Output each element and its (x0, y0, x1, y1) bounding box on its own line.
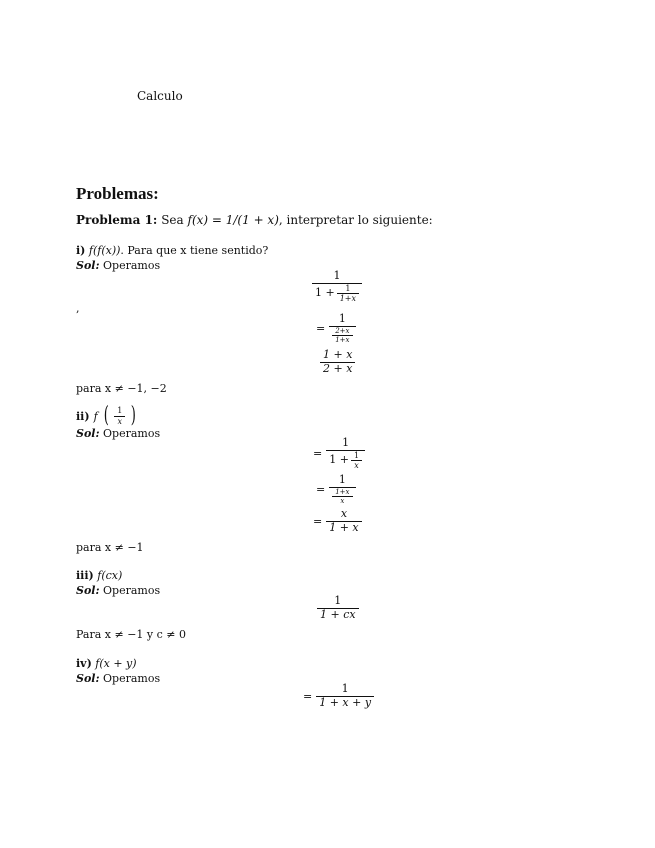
sol-label: Sol: (76, 672, 100, 685)
equals-sign: = (313, 514, 323, 528)
inner-numerator: 1 (353, 450, 360, 460)
section-heading: Problemas: (76, 184, 159, 203)
part-i-label: i) (76, 244, 86, 257)
sol-label: Sol: (76, 584, 100, 597)
numerator: x (340, 507, 348, 520)
denominator: 1 + cx (320, 607, 356, 621)
sol-text: Operamos (103, 427, 161, 440)
equals-sign: = (313, 447, 323, 460)
numerator: 1 (333, 269, 341, 282)
numerator: 1 (338, 312, 346, 325)
part-ii-equation-2 (316, 474, 356, 505)
fraction (312, 270, 362, 303)
part-iii-condition: Para x ≠ −1 y c ≠ 0 (76, 628, 186, 641)
numerator: 1 + x (323, 348, 353, 361)
inner-denominator: x (340, 496, 345, 505)
part-i-equation-3 (320, 349, 355, 375)
den-lead: 1 + (329, 453, 349, 466)
part-i-heading (76, 244, 268, 257)
inner-denominator: 1+x (339, 293, 357, 303)
denominator (329, 327, 355, 344)
inner-fraction (337, 284, 359, 303)
problem-label: Problema 1: (76, 213, 158, 227)
inner-denominator: x (354, 460, 359, 470)
part-i-sol (76, 259, 160, 272)
part-ii-expr-fraction (114, 406, 125, 425)
numerator: 1 (334, 594, 342, 607)
right-paren: ) (131, 403, 137, 428)
left-paren: ( (103, 403, 109, 428)
part-ii-f: f (93, 409, 98, 423)
fraction (326, 508, 361, 534)
part-i-question: . Para que x tiene sentido? (120, 244, 269, 257)
part-iii-label: iii) (76, 569, 94, 582)
fraction (320, 349, 355, 375)
inner-numerator: 2+x (335, 326, 350, 335)
denominator: x (117, 416, 123, 426)
denominator: 2 + x (323, 361, 353, 375)
problem-statement (76, 213, 433, 227)
problem-text-pre: Sea (161, 213, 188, 227)
problem-text-post: , interpretar lo siguiente: (278, 213, 433, 227)
sol-text: Operamos (103, 584, 161, 597)
part-iv-expr: f(x + y) (95, 657, 137, 670)
problem-function: f(x) = 1/(1 + x) (187, 213, 279, 227)
part-iv-sol (76, 672, 160, 685)
part-i-equation-1 (312, 270, 362, 303)
part-ii-condition: para x ≠ −1 (76, 541, 144, 554)
part-iv-heading (76, 657, 137, 670)
part-iii-heading (76, 569, 122, 582)
numerator: 1 (338, 473, 346, 486)
sol-text: Operamos (103, 672, 161, 685)
part-i-condition: para x ≠ −1, −2 (76, 382, 167, 395)
inner-numerator: 1+x (335, 487, 350, 496)
denominator: 1 + x (329, 520, 359, 534)
part-ii-heading (76, 405, 138, 427)
document-title: Calculo (137, 89, 183, 103)
part-iii-expr: f(cx) (97, 569, 123, 582)
part-iv-equation-1 (303, 683, 374, 709)
denominator (329, 488, 355, 505)
part-ii-label: ii) (76, 409, 90, 423)
inner-fraction (351, 451, 362, 470)
denominator: 1 + x + y (319, 695, 372, 709)
denominator (326, 451, 365, 470)
denominator (312, 284, 362, 303)
part-i-expr: f(f(x)) (88, 244, 121, 257)
numerator: 1 (342, 436, 350, 449)
numerator: 1 (341, 682, 349, 695)
part-i-equation-2 (316, 313, 356, 344)
fraction (316, 683, 374, 709)
inner-denominator: 1+x (335, 335, 350, 344)
fraction (326, 437, 365, 470)
part-i-comma: , (76, 302, 80, 315)
equals-sign: = (316, 321, 326, 335)
fraction (329, 313, 355, 344)
inner-numerator: 1 (345, 283, 351, 293)
part-ii-equation-1 (313, 437, 365, 470)
part-iv-label: iv) (76, 657, 92, 670)
inner-fraction (332, 327, 352, 344)
sol-label: Sol: (76, 259, 100, 272)
part-ii-equation-3 (313, 508, 362, 534)
sol-label: Sol: (76, 427, 100, 440)
equals-sign: = (303, 689, 313, 703)
numerator: 1 (117, 406, 123, 416)
den-lead: 1 + (315, 286, 335, 299)
part-ii-sol (76, 427, 160, 440)
fraction (317, 595, 359, 621)
part-iii-sol (76, 584, 160, 597)
inner-fraction (332, 488, 352, 505)
equals-sign: = (316, 482, 326, 496)
fraction (329, 474, 355, 505)
sol-text: Operamos (103, 259, 161, 272)
part-iii-equation-1 (317, 595, 359, 621)
